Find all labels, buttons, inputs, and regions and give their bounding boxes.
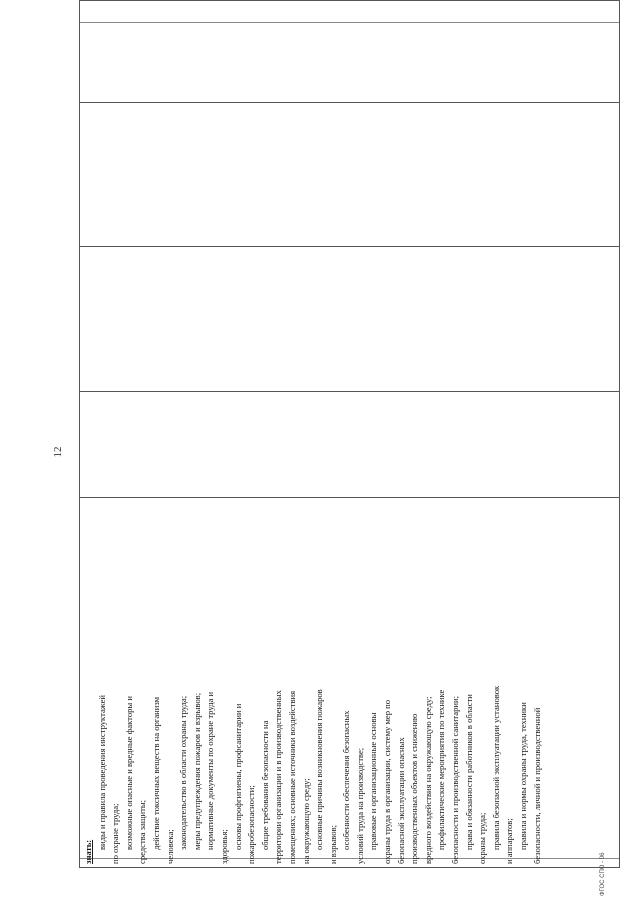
content-line: охраны труда в организации, систему мер по — [382, 699, 393, 864]
empty-cell-2 — [80, 391, 620, 497]
content-line: человека; — [164, 829, 175, 864]
content-line: действие токсичных веществ на организм — [150, 696, 161, 850]
content-line: возможные опасные и вредные факторы и — [123, 696, 134, 850]
content-line: безопасности и производственной санитарии; — [450, 696, 461, 864]
content-table — [79, 0, 620, 868]
empty-cell-3 — [80, 246, 620, 391]
empty-cell-5 — [80, 1, 620, 103]
content-line: профилактические мероприятия по технике — [436, 689, 447, 850]
content-line: основы профгигиены, профсанитарии и — [232, 703, 243, 850]
content-line: производственных объектов и снижению — [409, 713, 420, 864]
content-line: и аппаратов; — [504, 818, 515, 864]
content-line: здоровья; — [218, 829, 229, 864]
content-line: помещениях; основные источники воздействия — [286, 690, 297, 864]
content-line: и взрывов; — [327, 824, 338, 864]
content-line: по охране труда; — [110, 803, 121, 864]
empty-cell-4 — [80, 103, 620, 247]
content-line: меры предупреждения пожаров и взрывов; — [191, 692, 202, 850]
content-line: безопасности, личной и производственной — [531, 707, 542, 864]
knowledge-cell — [80, 497, 620, 867]
content-line: особенности обеспечения безопасных — [341, 710, 352, 850]
content-line: охраны труда; — [477, 812, 488, 864]
table-row — [80, 1, 620, 868]
page-number: 12 — [52, 446, 64, 458]
content-line: основные причины возникновения пожаров — [314, 689, 325, 850]
content-line: правила и нормы охраны труда, техники — [518, 702, 528, 850]
content-line: пожаробезопасности; — [246, 785, 257, 864]
content-line: вредного воздействия на окружающую среду; — [422, 696, 433, 864]
content-line: правовые и организационные основы — [368, 712, 379, 850]
content-line: общие требования безопасности на — [259, 720, 270, 850]
content-line: территории организации и в производственных — [273, 690, 284, 864]
section-heading: знать: — [83, 839, 93, 864]
content-line: законодательство в области охраны труда; — [178, 695, 189, 850]
footer-code: ФГОС СПО - 06 — [600, 852, 606, 896]
content-line: средства защиты; — [137, 799, 148, 864]
content-line: нормативные документы по охране труда и — [205, 691, 216, 850]
content-line: правила безопасной эксплуатации установок — [490, 685, 501, 850]
knowledge-list — [80, 498, 544, 867]
content-line: на окружающую среду; — [300, 778, 311, 864]
content-line: безопасной эксплуатации опасных — [395, 737, 406, 864]
content-line: условий труда на производстве; — [354, 747, 365, 864]
content-line: виды и правила проведения инструктажей — [96, 694, 107, 850]
content-line: права и обязанности работников в области — [463, 694, 474, 850]
